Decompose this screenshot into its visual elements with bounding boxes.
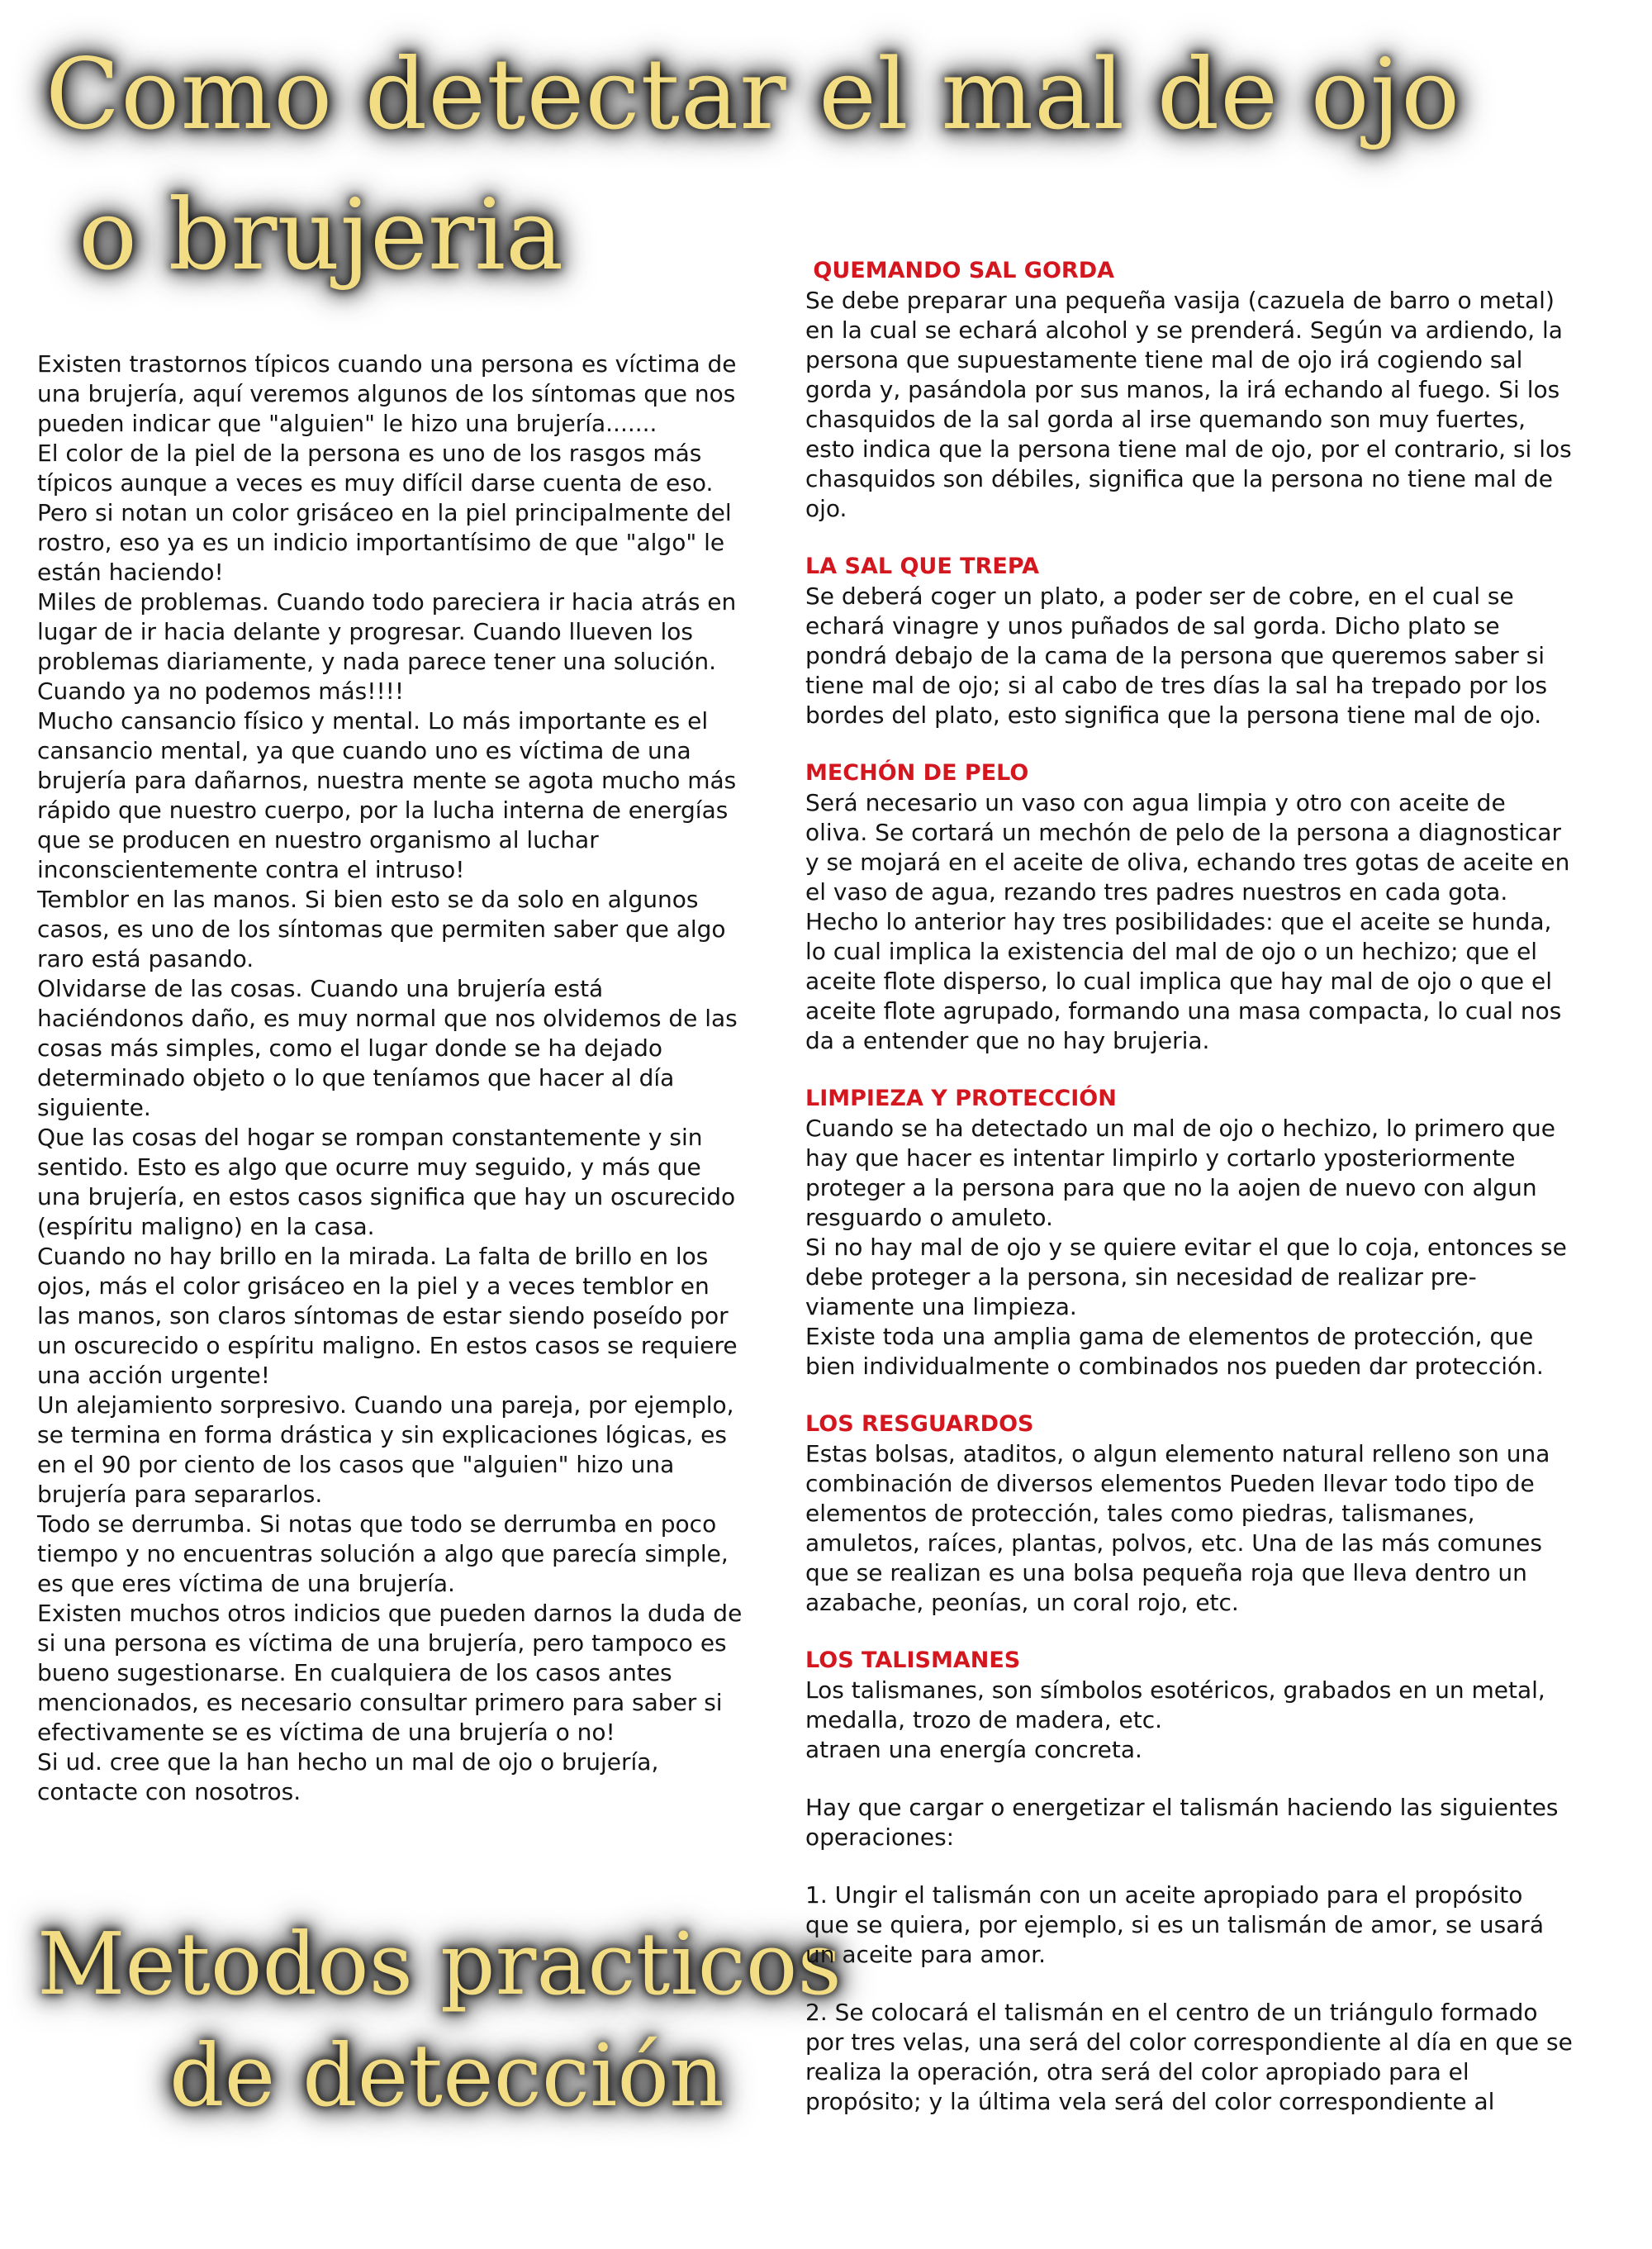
section-quemando-sal-gorda bbox=[805, 256, 1574, 524]
section-heading: LOS TALISMANES bbox=[805, 1648, 1021, 1673]
right-column bbox=[805, 256, 1574, 2117]
paragraph: El color de la piel de la persona es uno de los rasgos más típicos aunque a veces es muy difícil darse cuenta de eso. Pero si notan un color grisáceo en la piel principalmente del rostro, eso ya es un indicio importantísimo de que "algo" le están haciendo! bbox=[37, 440, 732, 586]
list-item: 1. Ungir el talismán con un aceite apropiado para el propósito que se quiera, por ejemplo, si es un talismán de amor, se usará un aceite para amor. bbox=[805, 1881, 1545, 1968]
section-la-sal-que-trepa bbox=[805, 552, 1574, 730]
methods-title-line2: de detección bbox=[169, 2025, 724, 2126]
left-column bbox=[37, 349, 743, 1807]
section-heading: LOS RESGUARDOS bbox=[805, 1411, 1034, 1437]
paragraph: Cuando no hay brillo en la mirada. La falta de brillo en los ojos, más el color grisáceo en la piel y a veces temblor en las manos, son claros síntomas de estar siendo poseído por un oscurecido o espíritu maligno. En estos casos se requiere una acción urgente! bbox=[37, 1243, 738, 1389]
paragraph: atraen una energía concreta. bbox=[805, 1736, 1142, 1763]
page-title-line2: o brujeria bbox=[78, 178, 564, 292]
paragraph: Si ud. cree que la han hecho un mal de ojo o brujería, contacte con nosotros. bbox=[37, 1748, 659, 1805]
paragraph: Temblor en las manos. Si bien esto se da solo en algunos casos, es uno de los síntomas que permiten saber que algo raro está pasando. bbox=[37, 886, 726, 972]
paragraph: Se debe preparar una pequeña vasija (cazuela de barro o metal) en la cual se echará alcohol y se prenderá. Según va ardiendo, la persona que supuestamente tiene mal de ojo irá cogiendo sal gorda y, pasándola por sus manos, la irá echando al fuego. Si los chasquidos de la sal gorda al irse quemando son muy fuertes, esto indica que la persona tiene mal de ojo, por el contrario, si los chasquidos son débiles, significa que la persona no tiene mal de ojo. bbox=[805, 287, 1572, 522]
paragraph: Será necesario un vaso con agua limpia y otro con aceite de oliva. Se cortará un mechón de pelo de la persona a diagnosticar y se mojará en el aceite de oliva, echando tres gotas de aceite en el vaso de agua, rezando tres padres nuestros en cada gota. Hecho lo anterior hay tres posibilidades: que el aceite se hunda, lo cual implica la existencia del mal de ojo o un hechizo; que el aceite flote disperso, lo cual implica que hay mal de ojo o que el aceite flote agrupado, formando una masa compacta, lo cual nos da a entender que no hay brujeria. bbox=[805, 789, 1570, 1054]
section-heading: LIMPIEZA Y PROTECCIÓN bbox=[805, 1086, 1117, 1111]
paragraph: Hay que cargar o energetizar el talismán haciendo las siguientes operaciones: bbox=[805, 1794, 1559, 1851]
paragraph: Existen muchos otros indicios que pueden darnos la duda de si una persona es víctima de una brujería, pero tampoco es bueno sugestionarse. En cualquiera de los casos antes mencionados, es necesario consultar primero para saber si efectivamente se es víctima de una brujería o no! bbox=[37, 1600, 743, 1746]
section-los-talismanes bbox=[805, 1646, 1574, 1765]
paragraph: Existen trastornos típicos cuando una persona es víctima de una brujería, aquí veremos algunos de los síntomas que nos pueden indicar que "alguien" le hizo una brujería....... bbox=[37, 350, 737, 437]
paragraph: Todo se derrumba. Si notas que todo se derrumba en poco tiempo y no encuentras solución a algo que parecía simple, es que eres víctima de una brujería. bbox=[37, 1510, 729, 1597]
paragraph: Si no hay mal de ojo y se quiere evitar el que lo coja, entonces se debe proteger a la persona, sin necesidad de realizar pre-viamente una limpieza. bbox=[805, 1234, 1567, 1320]
section-los-resguardos bbox=[805, 1410, 1574, 1618]
list-item: 2. Se colocará el talismán en el centro de un triángulo formado por tres velas, una será del color correspondiente al día en que se realiza la operación, otra será del color apropiado para el propósito; y la última vela será del color correspondiente al bbox=[805, 1999, 1573, 2115]
section-limpieza-y-proteccion bbox=[805, 1084, 1574, 1381]
paragraph: Que las cosas del hogar se rompan constantemente y sin sentido. Esto es algo que ocurre muy seguido, y más que una brujería, en estos casos significa que hay un oscurecido (espíritu maligno) en la casa. bbox=[37, 1124, 736, 1240]
paragraph: Olvidarse de las cosas. Cuando una brujería está haciéndonos daño, es muy normal que nos olvidemos de las cosas más simples, como el lugar donde se ha dejado determinado objeto o lo que teníamos que hacer al día siguiente. bbox=[37, 975, 738, 1121]
section-heading: LA SAL QUE TREPA bbox=[805, 554, 1040, 579]
section-heading: MECHÓN DE PELO bbox=[805, 760, 1029, 786]
section-mechon-de-pelo bbox=[805, 758, 1574, 1056]
paragraph: Estas bolsas, ataditos, o algun elemento natural relleno son una combinación de diversos elementos Pueden llevar todo tipo de elementos de protección, tales como piedras, talismanes, amuletos, raíces, plantas, polvos, etc. Una de las más comunes que se realizan es una bolsa pequeña roja que lleva dentro un azabache, peonías, un coral rojo, etc. bbox=[805, 1440, 1550, 1616]
paragraph: Mucho cansancio físico y mental. Lo más importante es el cansancio mental, ya que cuando uno es víctima de una brujería para dañarnos, nuestra mente se agota mucho más rápido que nuestro cuerpo, por la lucha interna de energías que se producen en nuestro organismo al luchar inconscientemente contra el intruso! bbox=[37, 707, 737, 883]
paragraph: Un alejamiento sorpresivo. Cuando una pareja, por ejemplo, se termina en forma drástica y sin explicaciones lógicas, es en el 90 por ciento de los casos que "alguien" hizo una brujería para separarlos. bbox=[37, 1391, 734, 1508]
paragraph: Se deberá coger un plato, a poder ser de cobre, en el cual se echará vinagre y unos puñados de sal gorda. Dicho plato se pondrá debajo de la cama de la persona que queremos saber si tiene mal de ojo; si al cabo de tres días la sal ha trepado por los bordes del plato, esto significa que la persona tiene mal de ojo. bbox=[805, 582, 1548, 729]
methods-title: Metodos practicos bbox=[37, 1914, 842, 2014]
paragraph: Los talismanes, son símbolos esotéricos, grabados en un metal, medalla, trozo de madera, etc. bbox=[805, 1676, 1545, 1733]
section-heading: QUEMANDO SAL GORDA bbox=[805, 258, 1115, 283]
paragraph: Miles de problemas. Cuando todo pareciera ir hacia atrás en lugar de ir hacia delante y progresar. Cuando llueven los problemas diariamente, y nada parece tener una solución. Cuando ya no podemos más!!!! bbox=[37, 588, 737, 705]
paragraph: Existe toda una amplia gama de elementos de protección, que bien individualmente o combinados nos pueden dar protección. bbox=[805, 1323, 1544, 1380]
paragraph: Cuando se ha detectado un mal de ojo o hechizo, lo primero que hay que hacer es intentar limpirlo y cortarlo yposteriormente proteger a la persona para que no la aojen de nuevo con algun resguardo o amuleto. bbox=[805, 1115, 1556, 1231]
page-title: Como detectar el mal de ojo bbox=[45, 37, 1461, 151]
